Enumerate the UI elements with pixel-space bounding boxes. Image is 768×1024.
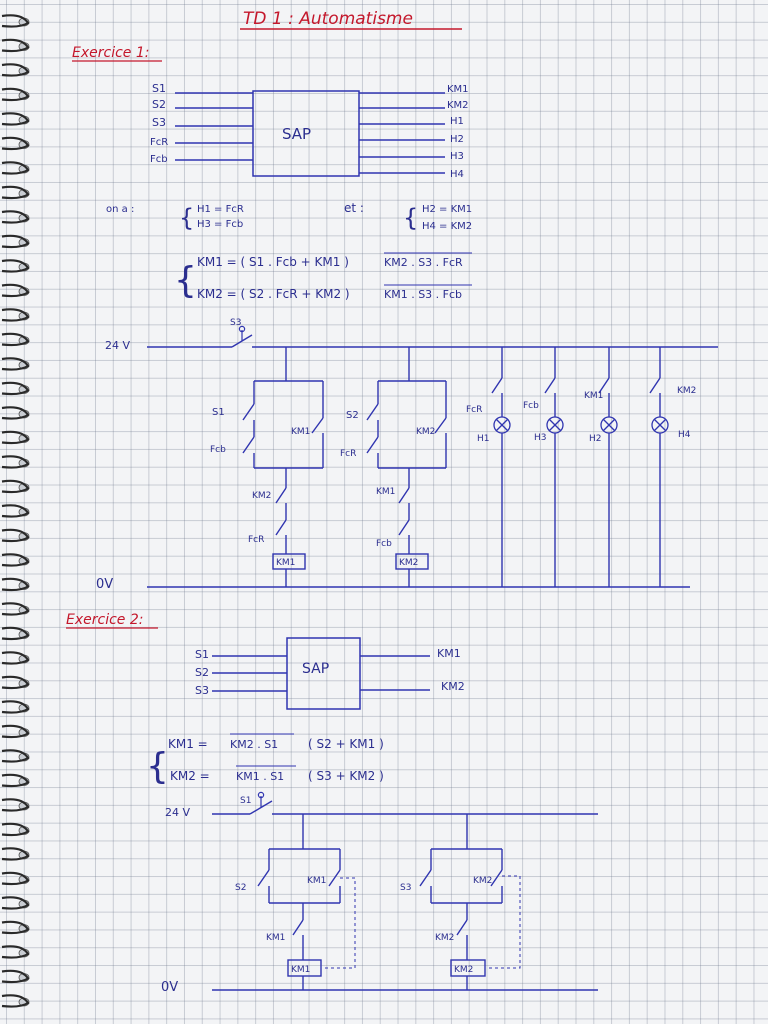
lamp-h1-label: H1 (477, 434, 490, 444)
sap1-input-s3: S3 (152, 116, 166, 129)
ladder1-km2-interlock-label: KM2 (252, 491, 272, 501)
exercise2-heading: Exercice 2: (66, 612, 144, 628)
lamp-fcb-label: Fcb (523, 401, 539, 411)
sap1-output-km2: KM2 (447, 100, 469, 111)
lamp-h2-label: H2 (589, 434, 602, 444)
eq-km1-ex2-b: ( S2 + KM1 ) (308, 737, 384, 751)
lamp-km2-label: KM2 (677, 386, 697, 396)
sap1-input-fcb: Fcb (150, 154, 168, 165)
ladder1-24v-label: 24 V (105, 339, 131, 352)
eq-h3: H3 = Fcb (197, 219, 244, 230)
ladder2-km1-interlock-label: KM1 (266, 933, 286, 943)
sap1-input-lines (175, 93, 253, 160)
sap1-output-h1: H1 (450, 116, 464, 127)
ladder1-km1-selfhold-label: KM1 (291, 427, 311, 437)
ladder2-km2-selfhold-label: KM2 (473, 876, 493, 886)
sap2-output-lines (360, 656, 430, 690)
ladder2-km2-mech-link (487, 876, 520, 968)
ladder1-s3-label: S3 (230, 318, 242, 328)
sap2-output-km1: KM1 (437, 647, 461, 660)
ladder1-fcr-label: FcR (248, 535, 265, 545)
brace-km-ex2: { (146, 746, 169, 787)
ladder1-fcb-label-2: Fcb (376, 539, 392, 549)
page-title: TD 1 : Automatisme (243, 9, 413, 29)
sap1-output-km1: KM1 (447, 84, 469, 95)
sap2-input-lines (212, 656, 287, 691)
exercise1-heading: Exercice 1: (72, 45, 150, 61)
ladder1-s1-label: S1 (212, 407, 225, 418)
sap1-output-h4: H4 (450, 169, 464, 180)
ladder1-s2-label: S2 (346, 410, 359, 421)
ladder2-s2-label: S2 (235, 883, 247, 893)
lamp-h1-icon (494, 417, 510, 433)
sap-block-2-label: SAP (302, 661, 330, 677)
brace-km-ex1: { (174, 260, 197, 301)
ladder1-fcr-label-2: FcR (340, 449, 357, 459)
ladder2-24v-label: 24 V (165, 806, 191, 819)
ladder1-fcb-label: Fcb (210, 445, 226, 455)
eq-km2-ex2-neg: KM1 . S1 (236, 770, 285, 783)
lamp-fcr-label: FcR (466, 405, 483, 415)
ladder2-km2-branch (420, 814, 502, 990)
lamp-h4-icon (652, 417, 668, 433)
lamp-h3-icon (547, 417, 563, 433)
lamp-h4-label: H4 (678, 430, 691, 440)
eq-km1-neg-ex1: KM2 . S3 . FcR (384, 256, 463, 269)
sap1-output-h2: H2 (450, 134, 464, 145)
on-a-label: on a : (106, 204, 135, 215)
eq-km1-ex2-a: KM1 = (168, 737, 208, 751)
sap1-output-lines (359, 93, 445, 173)
ladder1-km2-selfhold-label: KM2 (416, 427, 436, 437)
sap2-input-s1: S1 (195, 648, 209, 661)
sap2-input-s2: S2 (195, 666, 209, 679)
ladder2-km1-coil-label: KM1 (291, 965, 311, 975)
ladder1-km2-coil-label: KM2 (399, 558, 419, 568)
ladder1-lamp-branches (492, 347, 660, 587)
ladder1-km1-coil-label: KM1 (276, 558, 296, 568)
eq-km2-neg-ex1: KM1 . S3 . Fcb (384, 288, 463, 301)
ladder1-0v-label: 0V (96, 577, 114, 592)
ladder2-km1-selfhold-label: KM1 (307, 876, 327, 886)
brace-right-1: { (403, 204, 419, 232)
sap-block-1-label: SAP (282, 125, 312, 143)
sap1-input-s1: S1 (152, 82, 166, 95)
ladder2-0v-label: 0V (161, 980, 179, 995)
eq-km1-ex2-neg: KM2 . S1 (230, 738, 279, 751)
eq-h1: H1 = FcR (197, 204, 244, 215)
lamp-km1-label: KM1 (584, 391, 604, 401)
sap2-input-s3: S3 (195, 684, 209, 697)
eq-h2: H2 = KM1 (422, 204, 473, 215)
lamp-h3-label: H3 (534, 433, 547, 443)
sap2-output-km2: KM2 (441, 680, 465, 693)
ladder2-km2-coil-label: KM2 (454, 965, 474, 975)
ladder1-km1-branch (243, 347, 323, 587)
eq-km1-ex1: KM1 = ( S1 . Fcb + KM1 ) (197, 255, 349, 269)
et-label: et : (344, 201, 364, 215)
eq-km2-ex2-b: ( S3 + KM2 ) (308, 769, 384, 783)
sap1-input-s2: S2 (152, 98, 166, 111)
lamp-h2-icon (601, 417, 617, 433)
eq-km2-ex1: KM2 = ( S2 . FcR + KM2 ) (197, 287, 350, 301)
eq-h4: H4 = KM2 (422, 221, 473, 232)
ladder1-km1-interlock-label: KM1 (376, 487, 396, 497)
ladder2-s1-label: S1 (240, 796, 252, 806)
ladder2-km1-branch (258, 814, 340, 990)
sap1-input-fcr: FcR (150, 137, 169, 148)
ladder2-km2-interlock-label: KM2 (435, 933, 455, 943)
brace-left-1: { (179, 204, 195, 232)
eq-km2-ex2-a: KM2 = (170, 769, 210, 783)
sap1-output-h3: H3 (450, 151, 464, 162)
ladder1-km2-branch (367, 347, 446, 587)
ladder2-km1-mech-link (323, 878, 355, 968)
ladder2-s3-label: S3 (400, 883, 412, 893)
